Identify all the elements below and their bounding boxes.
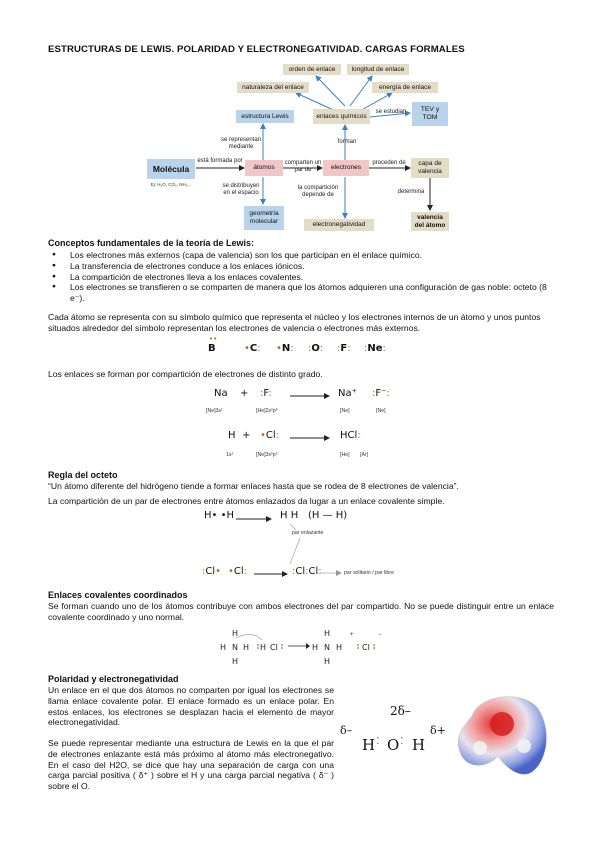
arrow-icon bbox=[320, 566, 342, 580]
svg-text:Cl: Cl bbox=[362, 643, 370, 652]
svg-text:H: H bbox=[220, 643, 227, 652]
svg-text:N: N bbox=[232, 643, 238, 652]
box-geometria: geometría molecular bbox=[244, 206, 284, 230]
cfg-na-ion: [Ne] bbox=[340, 408, 350, 414]
bond-dots-left: : bbox=[376, 732, 380, 747]
octeto-examples bbox=[200, 508, 460, 588]
partial-charge-delta-minus: δ– bbox=[340, 724, 353, 737]
water-o: O bbox=[387, 736, 400, 754]
polaridad-p2: Se puede representar mediante una estructura de Lewis en la que el par de electrones enlazante está más próximo al átomo más electronegativo. En el caso del H2O, se dice que hay una separación de carga con una carga parcial positiva ( δ⁺ ) sobre el H y una carga parcial negativa ( δ⁻ ) sobre el O. bbox=[48, 738, 334, 792]
ammonium-diagram bbox=[212, 628, 388, 668]
lewis-symbols-row bbox=[208, 335, 398, 359]
label-comparten: comparten un par de bbox=[284, 160, 322, 173]
svg-text:H: H bbox=[260, 643, 267, 652]
svg-text:−: − bbox=[378, 632, 382, 638]
plus-sign-2: + bbox=[242, 430, 251, 441]
cl2-molecule: :Cl:Cl: bbox=[292, 566, 322, 577]
box-tev-tom: TEV y TOM bbox=[412, 102, 448, 126]
octeto-heading: Regla del octeto bbox=[48, 470, 118, 480]
f-atom: :F: bbox=[260, 388, 272, 399]
lewis-symbol-ne: :Ne: bbox=[364, 343, 386, 354]
cl-atom: •Cl: bbox=[260, 430, 280, 441]
par-solitario-label: par solitario / par libre bbox=[344, 570, 394, 576]
concept-map-arrows bbox=[0, 0, 600, 240]
cl-atom-right: •Cl: bbox=[228, 566, 248, 577]
h-atom: H bbox=[228, 430, 236, 441]
box-capa-valencia: capa de valencia bbox=[411, 158, 449, 178]
svg-text:+: + bbox=[350, 632, 354, 638]
label-se-estudian: se estudian bbox=[375, 109, 407, 115]
box-energia-enlace: energía de enlace bbox=[372, 82, 438, 93]
box-estructura-lewis: estructura Lewis bbox=[236, 110, 294, 123]
coordinados-heading: Enlaces covalentes coordinados bbox=[48, 590, 188, 600]
svg-text:H: H bbox=[243, 643, 250, 652]
coordinados-text: Se forman cuando uno de los átomos contribuye con ambos electrones del par compartido. No se puede distinguir entre un enlace covalente coordinado y uno normal. bbox=[48, 601, 554, 622]
lewis-symbol-f: :F: bbox=[337, 343, 351, 354]
na-atom: Na bbox=[214, 388, 228, 399]
f-ion: :F⁻: bbox=[372, 388, 390, 399]
electrostatic-potential-map bbox=[452, 686, 556, 786]
plus-sign: + bbox=[240, 388, 249, 399]
lewis-symbol-c: •C: bbox=[244, 343, 261, 354]
h2-product: H H bbox=[280, 510, 299, 521]
label-comparticion-depende: la compartición depende de bbox=[297, 185, 339, 198]
svg-text:H: H bbox=[324, 629, 331, 638]
octeto-text: La compartición de un par de electrones entre átomos enlazados da lugar a un enlace covalente simple. bbox=[48, 496, 445, 506]
water-h-left: H bbox=[362, 736, 376, 754]
cfg-f-ion: [Ne] bbox=[376, 408, 386, 414]
box-electronegatividad: electronegatividad bbox=[304, 219, 374, 231]
box-electrones: electrones bbox=[323, 160, 369, 176]
cfg-h-mol: [He] bbox=[340, 452, 350, 458]
svg-text:H: H bbox=[232, 657, 239, 666]
box-naturaleza-enlace: naturaleza del enlace bbox=[237, 82, 309, 93]
lewis-symbol-n: •N: bbox=[276, 343, 294, 354]
reaction-examples bbox=[200, 384, 420, 474]
box-longitud-enlace: longitud de enlace bbox=[347, 64, 409, 75]
svg-text:N: N bbox=[324, 643, 330, 652]
h2-reactants: H• •H bbox=[204, 510, 235, 521]
arrow-icon bbox=[254, 570, 288, 578]
page-title: ESTRUCTURAS DE LEWIS. POLARIDAD Y ELECTRONEGATIVIDAD. CARGAS FORMALES bbox=[48, 44, 465, 55]
box-atomos: átomos bbox=[245, 160, 283, 176]
label-forman: forman bbox=[337, 139, 357, 145]
label-determina: determina bbox=[397, 189, 425, 195]
lewis-symbol-b: B •• bbox=[208, 335, 218, 354]
cfg-f: [He]2s²p⁵ bbox=[256, 408, 278, 414]
conceptos-list bbox=[48, 250, 554, 304]
enlaces-text: Los enlaces se forman por compartición de electrones de distinto grado. bbox=[48, 369, 323, 379]
conceptos-paragraph: Cada átomo se representa con su símbolo químico que representa el núcleo y los electrones internos de un átomo y unos puntos situados alrededor del símbolo representan los electrones de valencia o electrones más externos. bbox=[48, 312, 541, 333]
label-se-distribuyen: se distribuyen en el espacio bbox=[222, 183, 260, 196]
bond-dots-right: : bbox=[400, 732, 404, 747]
svg-text:H: H bbox=[336, 643, 343, 652]
arrow-icon bbox=[290, 434, 330, 442]
h2-line-formula: (H — H) bbox=[308, 510, 348, 521]
partial-charge-delta-plus: δ+ bbox=[430, 724, 446, 737]
lewis-symbol-o: :O: bbox=[308, 343, 324, 354]
cfg-h: 1s¹ bbox=[226, 452, 234, 458]
octeto-quote: “Un átomo diferente del hidrógeno tiende a formar enlaces hasta que se rodea de 8 electrones de valencia”. bbox=[48, 481, 459, 491]
svg-text:H: H bbox=[232, 629, 239, 638]
polaridad-p1: Un enlace en el que dos átomos no comparten por igual los electrones se llama enlace covalente polar. El enlace formado es un enlace polar. En estos enlaces, los electrones se desplazan hacia el elemento de mayor electronegatividad. bbox=[48, 685, 334, 728]
water-polarity-figure bbox=[340, 686, 556, 796]
list-item: ● Los electrones se transfieren o se comparten de manera que los átomos adquieren una configuración de gas noble: octeto (8 e⁻). bbox=[48, 282, 554, 304]
label-proceden: proceden de bbox=[372, 160, 406, 166]
cl-atom-left: :Cl• bbox=[202, 566, 222, 577]
arrow-icon bbox=[290, 392, 330, 400]
cfg-cl: [Ne]3s²p⁵ bbox=[256, 452, 278, 458]
svg-text:Cl: Cl bbox=[270, 643, 278, 652]
list-item: ● La transferencia de electrones conduce a los enlaces iónicos. bbox=[48, 261, 554, 272]
polaridad-heading: Polaridad y electronegatividad bbox=[48, 674, 179, 684]
concept-map bbox=[0, 0, 600, 240]
box-valencia-atomo: valencia del átomo bbox=[411, 212, 449, 231]
label-se-representan: se representan mediante bbox=[220, 137, 262, 150]
list-item: ● Los electrones más externos (capa de valencia) son los que participan en el enlace químico. bbox=[48, 250, 554, 261]
water-h-right: H bbox=[412, 736, 426, 754]
label-molecula-ejemplo: Ej: H₂O, CO₂, NH₃... bbox=[150, 182, 192, 187]
list-item: ● La compartición de electrones lleva a los enlaces covalentes. bbox=[48, 272, 554, 283]
cfg-na: [Ne]3s¹ bbox=[206, 408, 223, 414]
box-enlaces-quimicos: enlaces químicos bbox=[313, 109, 370, 124]
cfg-cl-mol: [Ar] bbox=[360, 452, 369, 458]
box-molecula: Molécula bbox=[147, 159, 195, 179]
svg-text:H: H bbox=[324, 657, 331, 666]
conceptos-heading: Conceptos fundamentales de la teoría de Lewis: bbox=[48, 238, 255, 248]
label-esta-formada: está formada por bbox=[197, 158, 243, 164]
annotation-lines bbox=[288, 520, 338, 570]
arrow-icon bbox=[236, 515, 272, 523]
na-ion: Na⁺ bbox=[338, 388, 357, 399]
hcl-molecule: HCl: bbox=[340, 430, 361, 441]
svg-text:H: H bbox=[312, 643, 319, 652]
partial-charge-2delta: 2δ– bbox=[390, 704, 411, 718]
par-enlazante-label: par enlazante bbox=[292, 530, 324, 536]
box-orden-enlace: orden de enlace bbox=[283, 64, 341, 75]
